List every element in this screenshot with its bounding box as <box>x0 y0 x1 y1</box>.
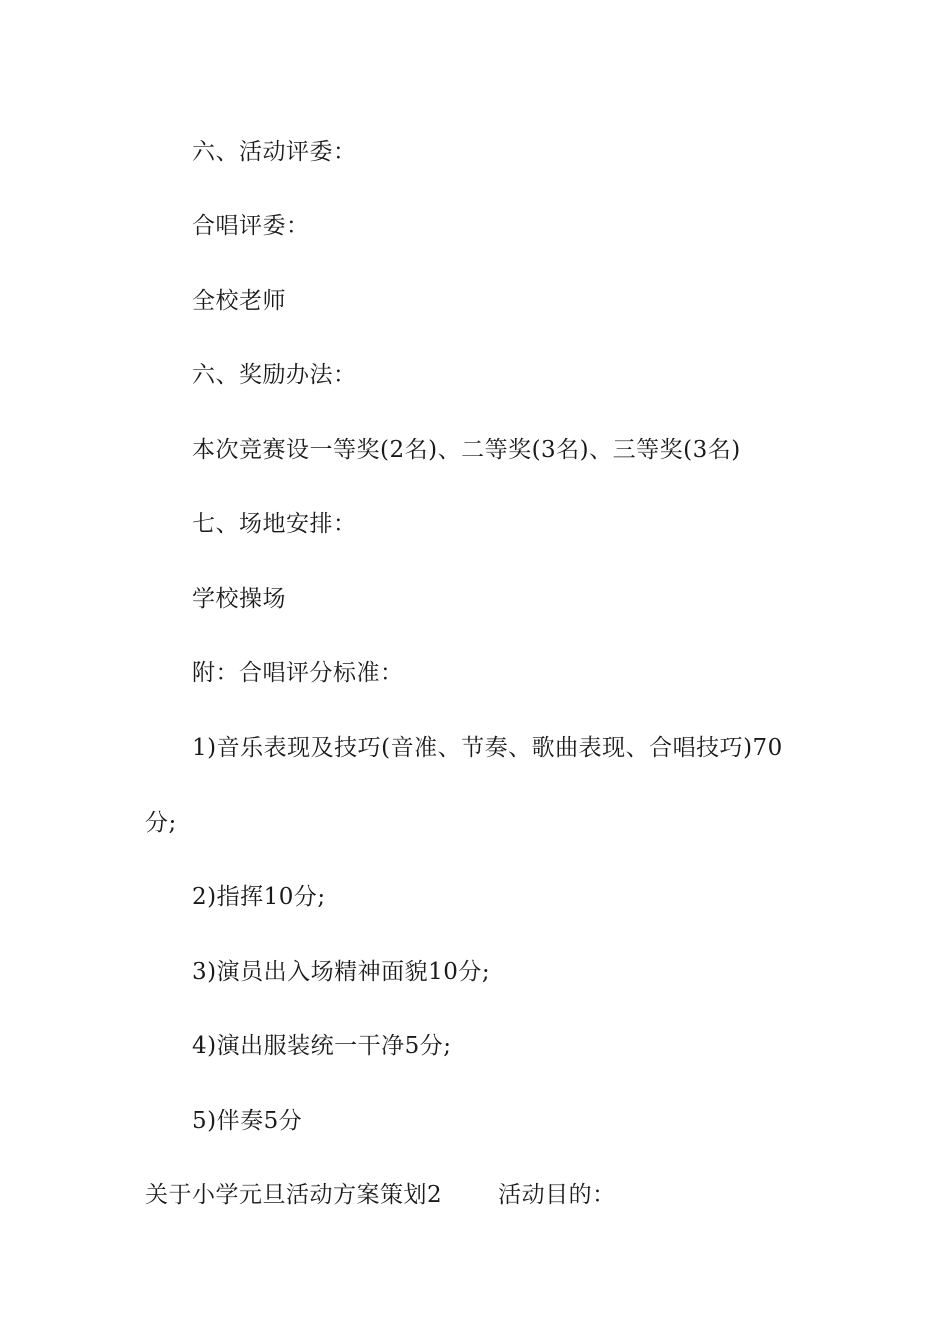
criteria-item-3: 3)演员出入场精神面貌10分; <box>192 959 491 985</box>
criteria-item-1-continued: 分; <box>145 810 177 836</box>
section-title: 关于小学元旦活动方案策划2 <box>145 1182 443 1208</box>
text-award-counts: 本次竞赛设一等奖(2名)、二等奖(3名)、三等奖(3名) <box>192 437 741 463</box>
criteria-item-1: 1)音乐表现及技巧(音准、节奏、歌曲表现、合唱技巧)70 <box>192 735 783 761</box>
heading-venue: 七、场地安排： <box>192 511 357 537</box>
heading-scoring-criteria: 附：合唱评分标准： <box>192 660 404 686</box>
heading-rewards: 六、奖励办法： <box>192 362 357 388</box>
criteria-item-5: 5)伴奏5分 <box>192 1108 303 1134</box>
text-venue: 学校操场 <box>192 586 286 612</box>
section-subtitle: 活动目的： <box>498 1182 616 1208</box>
text-choir-judges-label: 合唱评委： <box>192 213 310 239</box>
section-heading-line <box>145 1180 616 1210</box>
heading-judges: 六、活动评委： <box>192 139 357 165</box>
text-all-teachers: 全校老师 <box>192 288 286 314</box>
criteria-item-4: 4)演出服装统一干净5分; <box>192 1033 452 1059</box>
criteria-item-2: 2)指挥10分; <box>192 884 326 910</box>
